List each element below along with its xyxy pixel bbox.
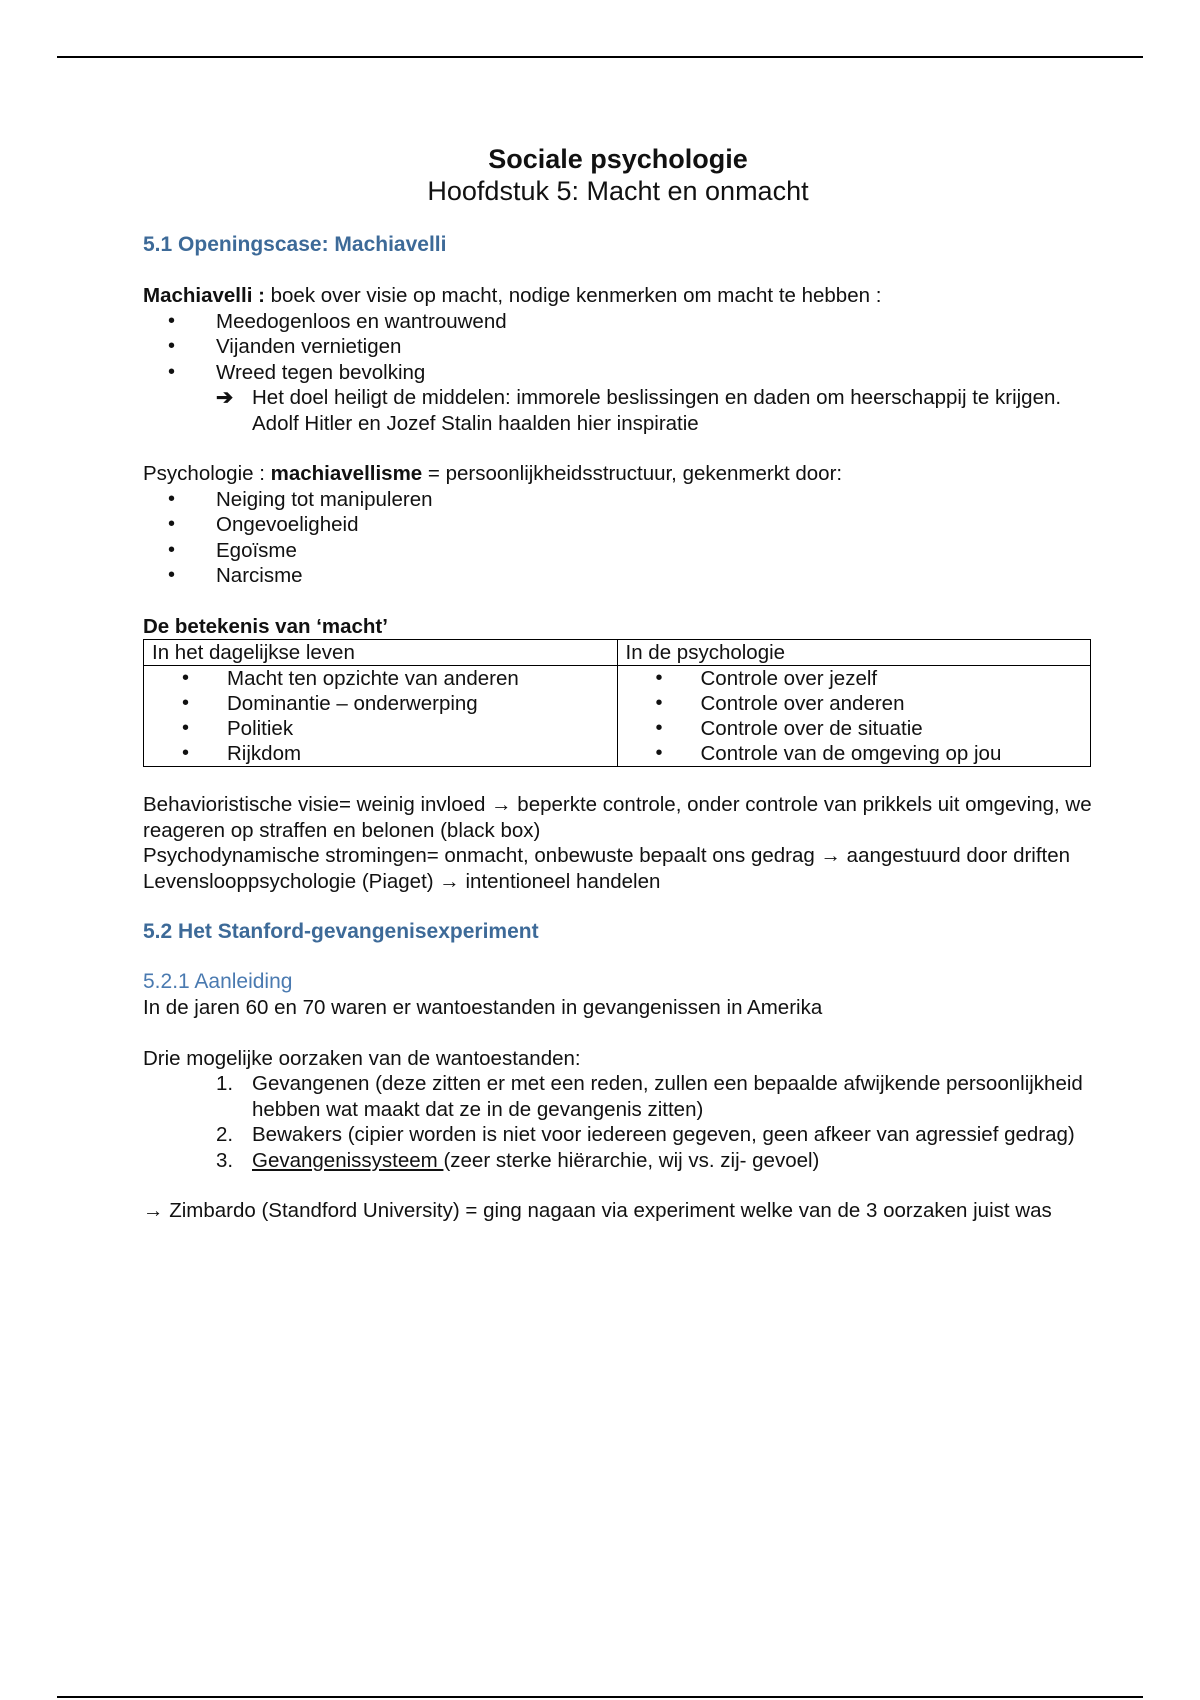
list-item: • Controle van de omgeving op jou xyxy=(626,741,1083,766)
machiavellism-definition xyxy=(143,461,1093,487)
list-item xyxy=(143,1122,1093,1148)
vision-psychodynamic: Psychodynamische stromingen= onmacht, onbewuste bepaalt ons gedrag → aangestuurd door driften xyxy=(143,844,1071,867)
section-heading-5-1: 5.1 Openingscase: Machiavelli xyxy=(143,233,447,256)
machiavelli-intro xyxy=(143,283,1093,309)
subsection-heading-5-2-1: 5.2.1 Aanleiding xyxy=(143,970,293,993)
power-meaning-table xyxy=(143,639,1091,767)
arrow-note-text: Het doel heiligt de middelen: immorele beslissingen en daden om heerschappij te krijgen. Adolf Hitler en Jozef Stalin haalden hier inspiratie xyxy=(252,386,1062,435)
document-body xyxy=(143,143,1093,1224)
list-number: 1. xyxy=(216,1072,234,1095)
table-header-row xyxy=(144,640,1091,666)
list-item-text: Gevangenen (deze zitten er met een reden, zullen een bepaalde afwijkende persoonlijkheid hebben wat maakt dat ze in de gevangenis zitten) xyxy=(252,1072,1083,1121)
vision-behaviorist: Behavioristische visie= weinig invloed → beperkte controle, onder controle van prikkels uit omgeving, we reageren op straffen en belonen (black box) xyxy=(143,793,1092,842)
machiavelli-label: Machiavelli : xyxy=(143,284,265,307)
section-heading-5-2: 5.2 Het Stanford-gevangenisexperiment xyxy=(143,920,539,943)
list-item: • Rijkdom xyxy=(152,741,609,766)
causes-intro: Drie mogelijke oorzaken van de wantoestanden: xyxy=(143,1046,581,1070)
table-cell-daily xyxy=(144,666,618,767)
background-text: In de jaren 60 en 70 waren er wantoestanden in gevangenissen in Amerika xyxy=(143,996,823,1019)
list-number: 3. xyxy=(216,1148,234,1172)
list-item: • Politiek xyxy=(152,716,609,741)
machiavelli-text: boek over visie op macht, nodige kenmerken om macht te hebben : xyxy=(264,284,882,307)
document-title: Sociale psychologie xyxy=(488,144,748,174)
machiavellism-term: machiavellisme xyxy=(270,462,423,485)
list-item: • Controle over de situatie xyxy=(626,716,1083,741)
table-row xyxy=(144,666,1091,767)
header-rule xyxy=(57,56,1143,58)
table-cell-psychology xyxy=(617,666,1091,767)
list-item: • Narcisme xyxy=(143,563,1093,589)
table-title: De betekenis van ‘macht’ xyxy=(143,614,388,638)
footer-rule xyxy=(57,1696,1143,1698)
arrow-note xyxy=(143,385,1093,436)
list-item: • Neiging tot manipuleren xyxy=(143,487,1093,513)
list-number: 2. xyxy=(216,1123,234,1146)
causes-list xyxy=(143,1071,1093,1173)
table-header-daily: In het dagelijkse leven xyxy=(144,640,618,666)
table-header-psychology: In de psychologie xyxy=(617,640,1091,666)
list-item xyxy=(143,1148,1093,1174)
machiavellism-text: = persoonlijkheidsstructuur, gekenmerkt door: xyxy=(422,462,843,485)
zimbardo-conclusion: → Zimbardo (Standford University) = ging nagaan via experiment welke van de 3 oorzaken juist was xyxy=(143,1199,1052,1222)
list-item: • Vijanden vernietigen xyxy=(143,334,1093,360)
list-item-underlined: Gevangenissysteem xyxy=(252,1148,444,1172)
list-item: • Meedogenloos en wantrouwend xyxy=(143,309,1093,335)
machiavelli-list xyxy=(143,309,1093,386)
psych-prefix: Psychologie : xyxy=(143,462,271,485)
list-item: • Egoïsme xyxy=(143,538,1093,564)
list-item: • Dominantie – onderwerping xyxy=(152,691,609,716)
list-item: • Macht ten opzichte van anderen xyxy=(152,666,609,691)
list-item: • Controle over anderen xyxy=(626,691,1083,716)
list-item-text: (zeer sterke hiërarchie, wij vs. zij- gevoel) xyxy=(443,1148,820,1172)
list-item: • Controle over jezelf xyxy=(626,666,1083,691)
list-item: • Ongevoeligheid xyxy=(143,512,1093,538)
vision-lifespan: Levenslooppsychologie (Piaget) → intentioneel handelen xyxy=(143,869,661,893)
list-item-text: Bewakers (cipier worden is niet voor iedereen gegeven, geen afkeer van agressief gedrag) xyxy=(252,1123,1075,1146)
list-item xyxy=(143,1071,1093,1122)
document-subtitle: Hoofdstuk 5: Macht en onmacht xyxy=(427,176,809,206)
list-item: • Wreed tegen bevolking xyxy=(143,360,1093,386)
machiavellism-traits-list xyxy=(143,487,1093,589)
arrow-icon: ➔ xyxy=(216,386,234,409)
